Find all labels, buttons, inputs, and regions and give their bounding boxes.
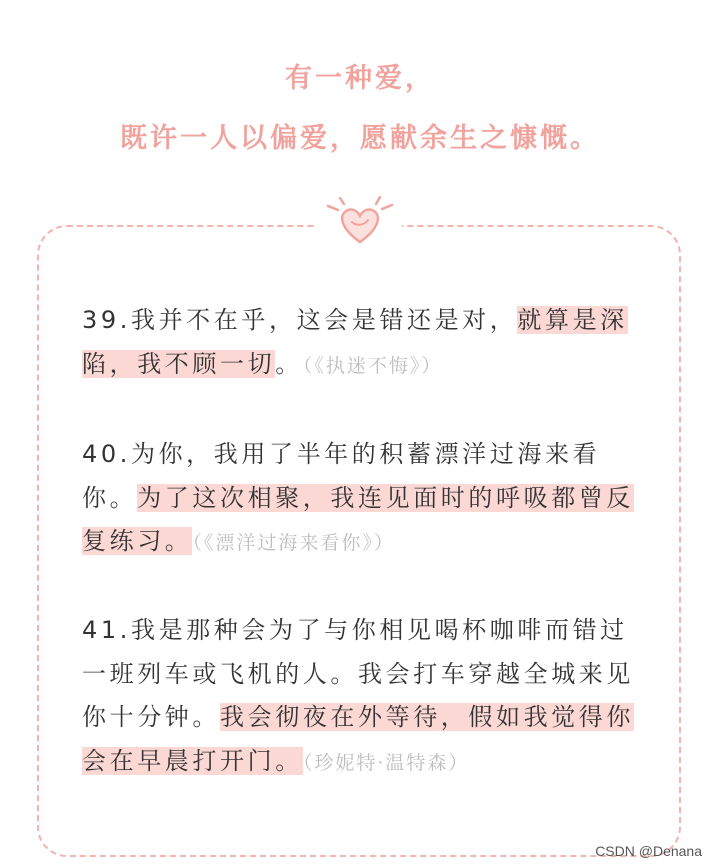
quote-highlight: 就算是深陷，我不顾一切 <box>82 306 628 378</box>
quote-source: （珍妮特·温特森） <box>302 751 470 774</box>
watermark: CSDN @Denana <box>595 843 702 859</box>
quote-39 <box>82 299 642 388</box>
quote-text: 40.为你，我用了半年的积蓄漂洋过海来看你。 <box>82 440 601 512</box>
quote-highlight: 为了这次相聚，我连见面时的呼吸都曾反复练习。 <box>82 483 635 555</box>
quote-text: 41.我是那种会为了与你相见喝杯咖啡而错过一班列车或飞机的人。我会打车穿越全城来见你十分钟。 <box>82 616 634 731</box>
header-line-1: 有一种爱， <box>285 63 435 94</box>
quote-source: （《执迷不悔》） <box>302 354 443 377</box>
header-line-2: 既许一人以偏爱，愿献余生之慷慨。 <box>120 123 600 154</box>
quote-highlight: 我会彻夜在外等待，假如我觉得你会在早晨打开门。 <box>82 703 634 775</box>
quote-source: （《漂洋过海来看你》） <box>192 532 395 554</box>
quote-text: 39.我并不在乎，这会是错还是对， <box>82 306 518 334</box>
quote-tail: 。 <box>275 349 303 378</box>
heart-icon <box>318 184 402 248</box>
heart-ornament <box>318 184 402 248</box>
quote-40 <box>82 433 642 566</box>
quote-41 <box>82 609 642 785</box>
